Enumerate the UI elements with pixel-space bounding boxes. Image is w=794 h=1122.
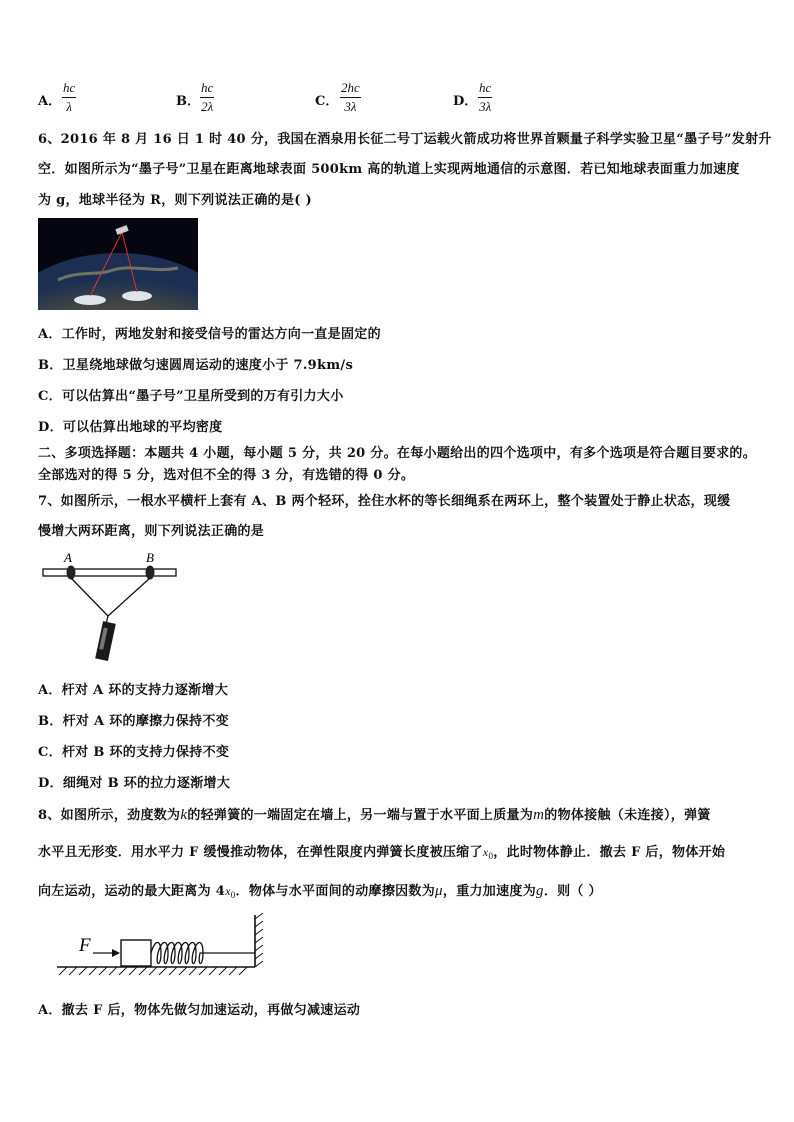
spring	[151, 943, 255, 964]
q5-option-b-denominator: 2λ	[201, 99, 214, 114]
q6-option-b: B．卫星绕地球做匀速圆周运动的速度小于 7.9km/s	[38, 358, 354, 373]
mass-symbol: m	[533, 807, 545, 823]
q5-option-a-denominator: λ	[66, 99, 72, 114]
q8-stem-line-2	[38, 841, 725, 861]
section2-heading-line-1: 二、多项选择题：本题共 4 小题，每小题 5 分，共 20 分。在每小题给出的四个选项中，有多个选项是符合题目要求的。	[38, 446, 757, 461]
friction-coefficient-symbol: μ	[435, 883, 443, 899]
q8-line-2-part-a: 水平且无形变．用水平力 F 缓慢推动物体，在弹性限度内弹簧长度被压缩了	[38, 845, 483, 860]
q5-option-c-denominator: 3λ	[344, 99, 357, 114]
q5-option-b-fraction	[200, 80, 214, 115]
q8-stem-line-3	[38, 880, 602, 900]
q6-stem-line-3: 为 g，地球半径为 R，则下列说法正确的是( )	[38, 193, 312, 208]
q5-option-d-letter: D．	[453, 94, 478, 109]
max-distance-sub: 0	[230, 890, 236, 900]
water-cup	[95, 621, 116, 661]
q6-option-c: C．可以估算出“墨子号”卫星所受到的万有引力大小	[38, 389, 344, 404]
q5-option-c-fraction	[340, 80, 361, 115]
q6-option-a: A．工作时，两地发射和接受信号的雷达方向一直是固定的	[38, 327, 381, 342]
compression-symbol	[483, 845, 493, 859]
ring-b	[146, 566, 155, 580]
max-distance-x: x	[225, 884, 231, 898]
q5-option-a-fraction	[62, 80, 76, 115]
q8-line-3-part-a: 向左运动，运动的最大距离为 4	[38, 884, 226, 899]
q5-option-b-letter: B．	[176, 94, 200, 109]
q5-option-d-numerator: hc	[478, 80, 492, 98]
q8-stem-line-1	[38, 804, 711, 824]
q7-option-a: A．杆对 A 环的支持力逐渐增大	[38, 683, 229, 698]
ground-hatching	[59, 967, 247, 975]
q8-line-2-part-b: ，此时物体静止．撤去 F 后，物体开始	[493, 845, 726, 860]
q8-line-1-part-a: 8、如图所示，劲度数为	[38, 808, 181, 823]
force-label: F	[79, 935, 91, 956]
ring-a-label: A	[64, 550, 72, 565]
satellite-earth-figure	[38, 218, 198, 310]
q8-line-3-part-c: ，重力加速度为	[442, 884, 536, 899]
q5-option-c-numerator: 2hc	[340, 80, 361, 98]
q5-option-b-numerator: hc	[200, 80, 214, 98]
q7-stem-line-1: 7、如图所示，一根水平横杆上套有 A、B 两个轻环，拴住水杯的等长细绳系在两环上，整个装置处于静止状态，现缓	[38, 494, 731, 509]
rope-left	[71, 578, 108, 616]
q7-option-d: D．细绳对 B 环的拉力逐渐增大	[38, 776, 231, 791]
horizontal-rod	[43, 569, 176, 576]
force-arrow-icon	[112, 949, 120, 957]
q7-option-b: B．杆对 A 环的摩擦力保持不变	[38, 714, 229, 729]
compression-x: x	[482, 845, 489, 859]
rod-rings-cup-figure	[40, 548, 190, 664]
q5-option-a-numerator: hc	[62, 80, 76, 98]
q8-option-a: A．撤去 F 后，物体先做匀加速运动，再做匀减速运动	[38, 1003, 361, 1018]
wall-hatching	[255, 913, 263, 967]
q8-line-3-part-d: ．则（ ）	[543, 884, 602, 899]
spring-block-figure	[55, 913, 280, 979]
q6-stem-line-1: 6、2016 年 8 月 16 日 1 时 40 分，我国在酒泉用长征二号丁运载火箭成功将世界首颗量子科学实验卫星“墨子号”发射升	[38, 132, 772, 147]
q6-stem-line-2: 空．如图所示为“墨子号”卫星在距离地球表面 500km 高的轨道上实现两地通信的示意图．若已知地球表面重力加速度	[38, 162, 740, 177]
ground-station-left	[74, 295, 106, 305]
q8-line-1-part-c: 的物体接触（未连接），弹簧	[544, 808, 711, 823]
q5-option-c-letter: C．	[315, 94, 339, 109]
max-distance-symbol	[225, 884, 235, 898]
gravity-symbol: g	[536, 883, 544, 899]
ground-station-right	[122, 291, 152, 301]
q6-option-d: D．可以估算出地球的平均密度	[38, 420, 223, 435]
q7-option-c: C．杆对 B 环的支持力保持不变	[38, 745, 230, 760]
ring-a	[67, 566, 76, 580]
section2-heading-line-2: 全部选对的得 5 分，选对但不全的得 3 分，有选错的得 0 分。	[38, 468, 415, 483]
rope-right	[108, 578, 150, 616]
q7-stem-line-2: 慢增大两环距离，则下列说法正确的是	[38, 524, 265, 539]
q8-line-1-part-b: 的轻弹簧的一端固定在墙上，另一端与置于水平面上质量为	[187, 808, 534, 823]
spring-constant-symbol: k	[180, 807, 188, 823]
ring-b-label: B	[146, 550, 154, 565]
q5-option-a-letter: A．	[38, 94, 62, 109]
q5-option-d-fraction	[478, 80, 492, 115]
block	[121, 940, 151, 966]
compression-sub: 0	[488, 851, 494, 861]
q8-line-3-part-b: ．物体与水平面间的动摩擦因数为	[235, 884, 436, 899]
q5-option-d-denominator: 3λ	[479, 99, 492, 114]
